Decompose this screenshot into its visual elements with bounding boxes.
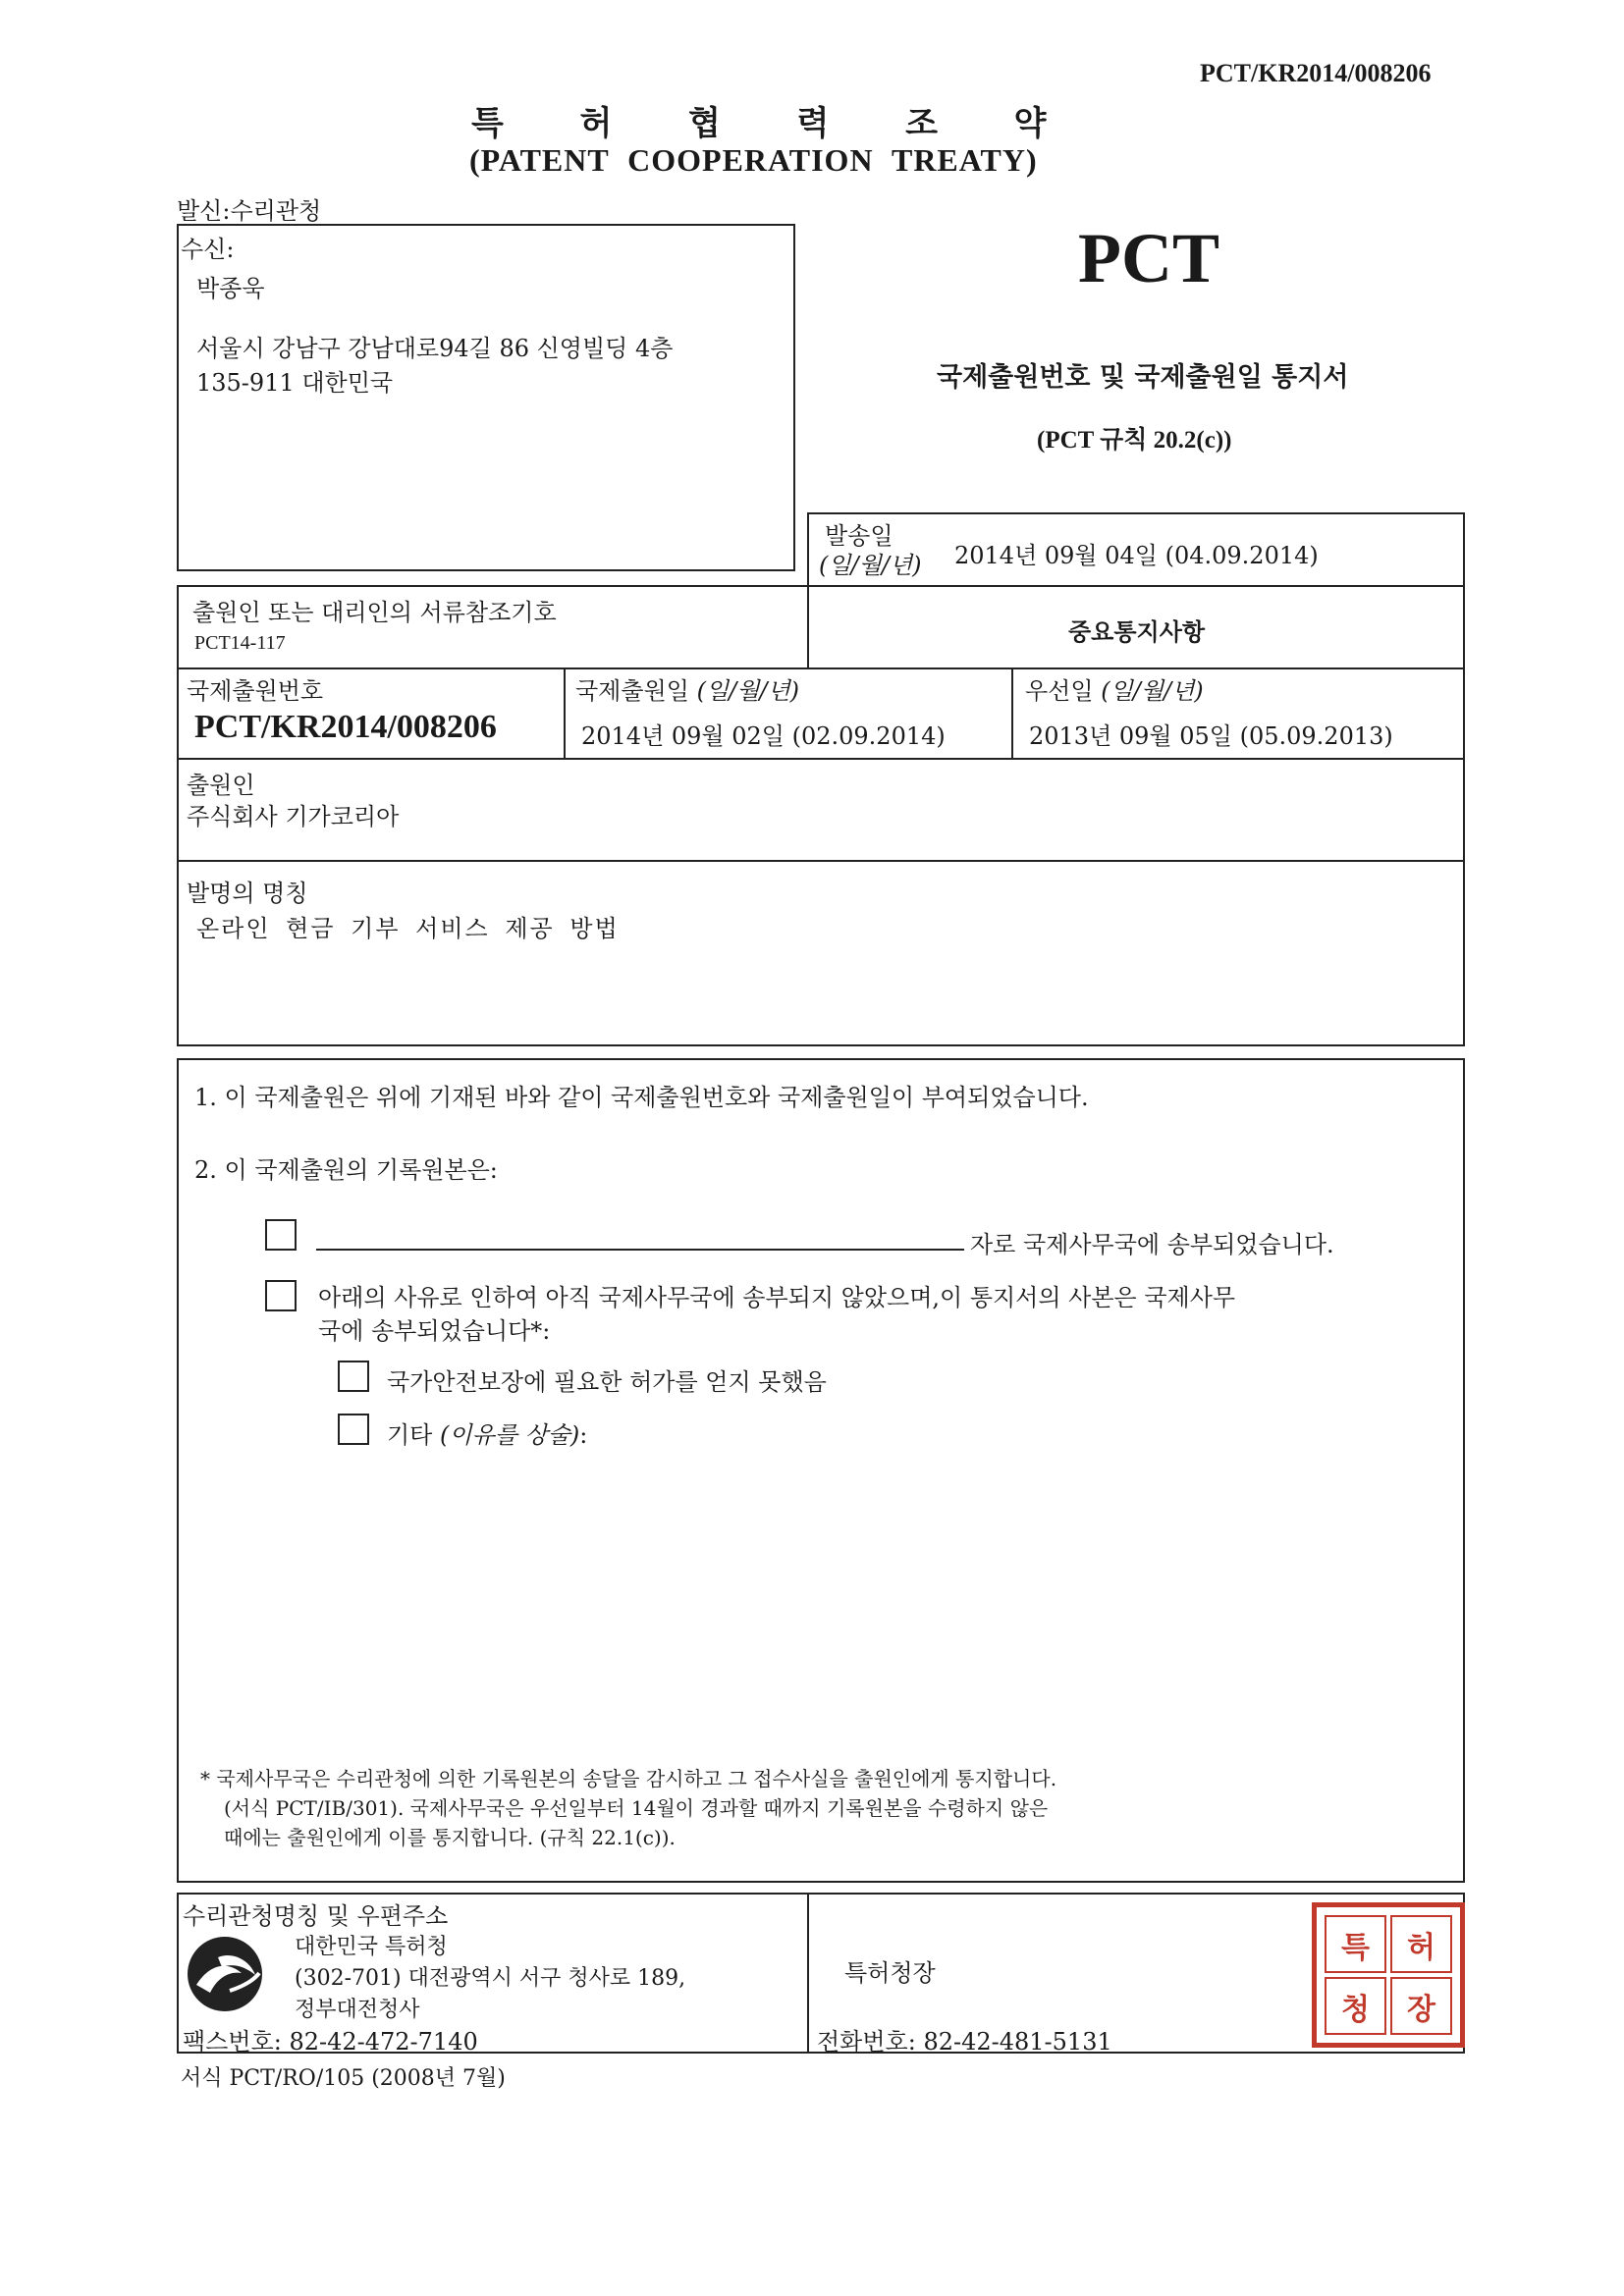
pct-big-title: PCT [1078, 219, 1219, 297]
intl-app-number-label: 국제출원번호 [187, 677, 324, 705]
item-1: 1. 이 국제출원은 위에 기재된 바와 같이 국제출원번호와 국제출원일이 부여되었습니다. [194, 1084, 1089, 1111]
office-phone: 전화번호: 82-42-481-5131 [817, 2028, 1112, 2056]
sub2-prefix: 기타 [387, 1421, 433, 1449]
official-seal-icon [1312, 1902, 1465, 2048]
recipient-label: 수신: [181, 236, 235, 263]
office-box [177, 1893, 809, 2054]
seal-char: 특 [1325, 1915, 1386, 1973]
intl-filing-date-label [575, 671, 799, 706]
office-label: 수리관청명칭 및 우편주소 [183, 1902, 449, 1930]
sub1-text: 국가안전보장에 필요한 허가를 얻지 못했음 [387, 1368, 827, 1396]
footnote-line3: 때에는 출원인에게 이를 통지합니다. (규칙 22.1(c)). [224, 1826, 676, 1849]
priority-date-box [1011, 667, 1465, 760]
priority-date-label [1025, 671, 1204, 706]
sender-label: 발신:수리관청 [177, 197, 322, 225]
pct-rule: (PCT 규칙 20.2(c)) [1037, 427, 1232, 454]
sub2-text [387, 1415, 587, 1450]
option2-line2: 국에 송부되었습니다*: [318, 1317, 551, 1345]
office-address-line2: 정부대전청사 [295, 1998, 420, 2022]
mailing-date-label: 발송일 [825, 522, 893, 550]
option2-checkbox[interactable] [265, 1280, 297, 1311]
item-2: 2. 이 국제출원의 기록원본은: [194, 1156, 498, 1184]
priority-date-label-text: 우선일 [1025, 677, 1094, 705]
recipient-address-line2: 135-911 대한민국 [196, 369, 394, 397]
reference-box [177, 585, 809, 669]
invention-value: 온라인 현금 기부 서비스 제공 방법 [196, 915, 620, 942]
applicant-box [177, 758, 1465, 862]
intl-filing-date-label-text: 국제출원일 [575, 677, 689, 705]
recipient-box [177, 224, 795, 571]
notice-body-box [177, 1058, 1465, 1883]
reference-label: 출원인 또는 대리인의 서류참조기호 [192, 599, 557, 626]
intl-app-number-value: PCT/KR2014/008206 [194, 709, 497, 745]
mailing-date-value: 2014년 09월 04일 (04.09.2014) [954, 542, 1319, 569]
priority-date-value: 2013년 09월 05일 (05.09.2013) [1029, 722, 1393, 750]
invention-label: 발명의 명칭 [187, 880, 308, 907]
mailing-date-box [807, 512, 1465, 587]
important-notice-box [807, 585, 1465, 669]
mailing-date-format: (일/월/년) [819, 552, 922, 579]
intl-filing-date-value: 2014년 09월 02일 (02.09.2014) [581, 722, 946, 750]
recipient-address-line1: 서울시 강남구 강남대로94길 86 신영빌딩 4층 [196, 335, 674, 362]
official-title: 특허청장 [844, 1959, 936, 1987]
option1-checkbox[interactable] [265, 1219, 297, 1251]
option1-date-line [316, 1249, 964, 1251]
sub2-italic: (이유를 상술) [440, 1421, 580, 1449]
intl-filing-date-format: (일/월/년) [696, 677, 800, 705]
seal-char: 청 [1325, 1977, 1386, 2035]
option1-suffix: 자로 국제사무국에 송부되었습니다. [970, 1231, 1334, 1258]
footnote-line1: * 국제사무국은 수리관청에 의한 기록원본의 송달을 감시하고 그 접수사실을 출원인에게 통지합니다. [200, 1767, 1057, 1790]
title-korean: 특 허 협 력 조 약 [471, 104, 1064, 143]
notice-title: 국제출원번호 및 국제출원일 통지서 [937, 362, 1349, 393]
footnote-line2: (서식 PCT/IB/301). 국제사무국은 우선일부터 14월이 경과할 때까지 기록원본을 수령하지 않은 [224, 1796, 1049, 1820]
invention-box [177, 860, 1465, 1046]
reference-value: PCT14-117 [194, 632, 286, 654]
priority-date-format: (일/월/년) [1101, 677, 1204, 705]
applicant-label: 출원인 [187, 772, 255, 799]
sub2-checkbox[interactable] [338, 1414, 369, 1445]
sub2-suffix: : [579, 1421, 588, 1449]
title-english: (PATENT COOPERATION TREATY) [469, 142, 1038, 178]
office-logo-icon [185, 1934, 265, 2014]
seal-char: 장 [1390, 1977, 1452, 2035]
seal-char: 허 [1390, 1915, 1452, 1973]
office-fax: 팩스번호: 82-42-472-7140 [183, 2028, 478, 2056]
applicant-value: 주식회사 기가코리아 [187, 803, 400, 830]
form-id: 서식 PCT/RO/105 (2008년 7월) [181, 2066, 506, 2091]
intl-app-number-box [177, 667, 566, 760]
office-name: 대한민국 특허청 [295, 1935, 448, 1959]
intl-filing-date-box [564, 667, 1013, 760]
recipient-name: 박종욱 [196, 275, 265, 302]
office-address-line1: (302-701) 대전광역시 서구 청사로 189, [295, 1966, 686, 1991]
option2-line1: 아래의 사유로 인하여 아직 국제사무국에 송부되지 않았으며,이 통지서의 사본은 국제사무 [318, 1284, 1236, 1311]
sub1-checkbox[interactable] [338, 1361, 369, 1392]
document-number: PCT/KR2014/008206 [1200, 59, 1432, 87]
important-notice: 중요통지사항 [1068, 617, 1206, 646]
